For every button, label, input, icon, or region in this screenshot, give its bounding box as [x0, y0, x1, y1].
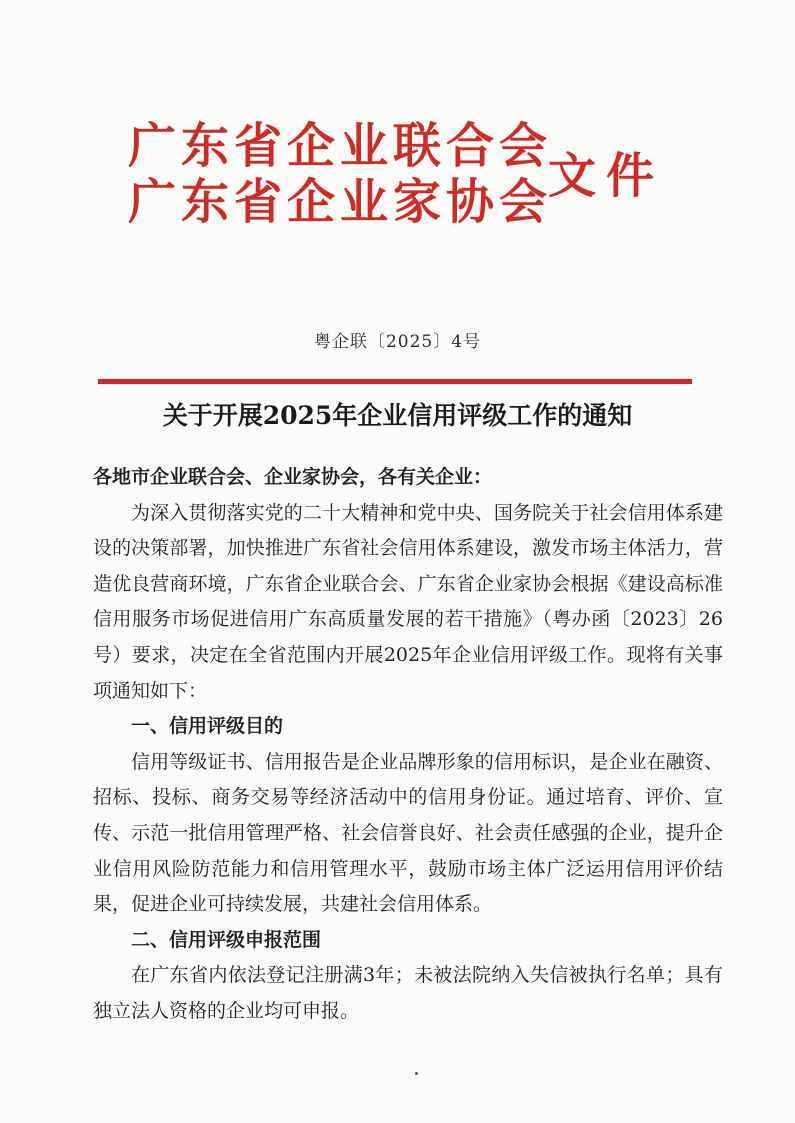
intro-paragraph: 为深入贯彻落实党的二十大精神和党中央、国务院关于社会信用体系建设的决策部署，加快推进广东省社会信用体系建设，激发市场主体活力，营造优良营商环境，广东省企业联合会、广东省企业家协会根据《建设高标准信用服务市场促进信用广东高质量发展的若干措施》（粤办函〔2023〕26号）要求，决定在全省范围内开展2025年企业信用评级工作。现将有关事项通知如下： [93, 501, 723, 702]
section-paragraph-scope: 在广东省内依法登记注册满3年；未被法院纳入失信被执行名单；具有独立法人资格的企业均可申报。 [93, 964, 723, 1022]
salutation: 各地市企业联合会、企业家协会，各有关企业： [93, 466, 493, 488]
scan-speck [415, 1072, 418, 1075]
org-name-entrepreneurs-association: 广东省企业家协会 [128, 174, 553, 230]
org-name-enterprise-confederation: 广东省企业联合会 [128, 118, 553, 174]
document-number: 粤企联〔2025〕4号 [313, 332, 482, 352]
section-heading-scope: 二、信用评级申报范围 [131, 928, 322, 951]
section-heading-purpose: 一、信用评级目的 [131, 715, 284, 738]
document-type-label: 文件 [548, 148, 665, 204]
red-divider-line [98, 379, 692, 384]
document-body [93, 460, 723, 1030]
section-paragraph-purpose: 信用等级证书、信用报告是企业品牌形象的信用标识，是企业在融资、招标、投标、商务交易等经济活动中的信用身份证。通过培育、评价、宣传、示范一批信用管理严格、社会信誉良好、社会责任感强的企业，提升企业信用风险防范能力和信用管理水平，鼓励市场主体广泛运用信用评价结果，促进企业可持续发展，共建社会信用体系。 [93, 750, 723, 916]
document-title: 关于开展2025年企业信用评级工作的通知 [162, 401, 633, 430]
issuing-organizations [128, 118, 552, 230]
